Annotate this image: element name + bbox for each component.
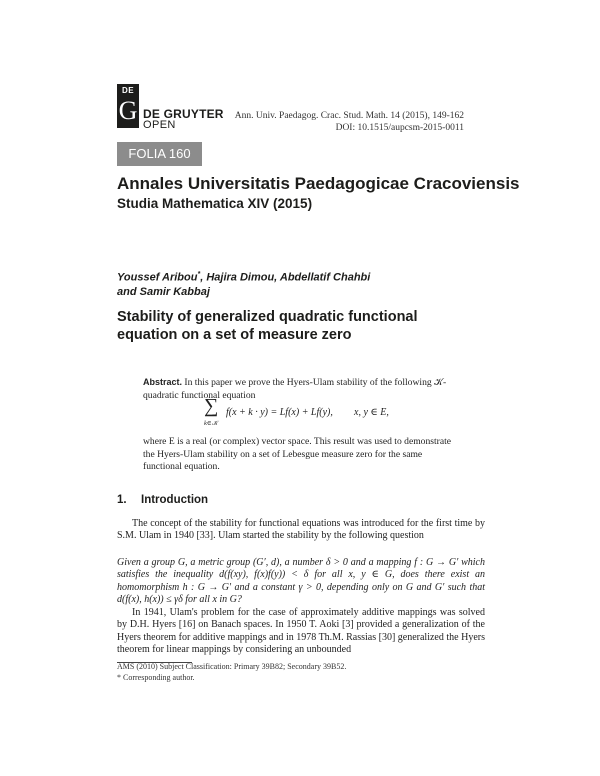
publisher-logo [117, 84, 139, 128]
citation-line: Ann. Univ. Paedagog. Crac. Stud. Math. 14 (2015), 149-162 [234, 111, 464, 121]
abstract-lead [143, 376, 461, 402]
logo-de-text: DE [121, 86, 135, 95]
publisher-imprint: OPEN [143, 119, 176, 131]
ulam-question: Given a group G, a metric group (G′, d), a number δ > 0 and a mapping f : G → G′ which satisfies the inequality d(f(xy), f(x)f(y)) < δ for all x, y ∈ G, does there exist an homomorphism h : G → G′ and a constant γ > 0, depending only on G and G′ such that d(f(x), h(x)) ≤ γδ for all x in G? [117, 557, 485, 605]
summation-sign: ∑ [204, 395, 219, 417]
paper-title-line-2: equation on a set of measure zero [117, 327, 352, 343]
section-heading [117, 494, 208, 506]
summation-index: k∈𝒦 [204, 420, 218, 427]
section-title: Introduction [141, 494, 209, 506]
abstract-equation [204, 395, 444, 430]
corresponding-mark: * [197, 271, 201, 278]
footnote-ams: AMS (2010) Subject Classification: Primary 39B82; Secondary 39B52. [117, 662, 347, 671]
authors-line-2: and Samir Kabbaj [117, 286, 210, 298]
footnote-corresponding: * Corresponding author. [117, 673, 195, 682]
paper-title-line-1: Stability of generalized quadratic functional [117, 309, 418, 325]
body-paragraph-2: In 1941, Ulam's problem for the case of approximately additive mappings was solved by D.H. Hyers [16] on Banach spaces. In 1950 T. Aoki [3] provided a generalization of the Hyers theorem for additive mappings and in 1978 Th.M. Rassias [30] generalized the Hyers theorem for linear mappings by considering an unbounded [117, 607, 485, 655]
doi-line: DOI: 10.1515/aupcsm-2015-0011 [335, 123, 464, 133]
authors-line-1 [117, 271, 370, 284]
body-paragraph-1: The concept of the stability for functional equations was introduced for the first time by S.M. Ulam in 1940 [33]. Ulam started the stability by the following question [117, 518, 485, 542]
equation-body: f(x + k · y) = Lf(x) + Lf(y), [226, 407, 333, 418]
abstract-label: Abstract. [143, 377, 183, 387]
author-first: Youssef Aribou [117, 271, 198, 284]
equation-condition: x, y ∈ E, [354, 407, 389, 418]
journal-series: Studia Mathematica XIV (2015) [117, 196, 313, 211]
folia-badge: FOLIA 160 [117, 142, 202, 166]
logo-g-letter: G [118, 96, 138, 125]
journal-name: Annales Universitatis Paedagogicae Cracoviensis [117, 174, 520, 193]
section-number: 1. [117, 494, 127, 506]
author-rest: , Hajira Dimou, Abdellatif Chahbi [200, 271, 371, 284]
abstract-lead-text: In this paper we prove the Hyers-Ulam stability of the following 𝒦-quadratic functional equation [143, 377, 447, 401]
publisher-name: DE GRUYTER [143, 107, 224, 121]
abstract-tail: where E is a real (or complex) vector space. This result was used to demonstrate the Hyers-Ulam stability on a set of Lebesgue measure zero for the same functional equation. [143, 436, 452, 472]
